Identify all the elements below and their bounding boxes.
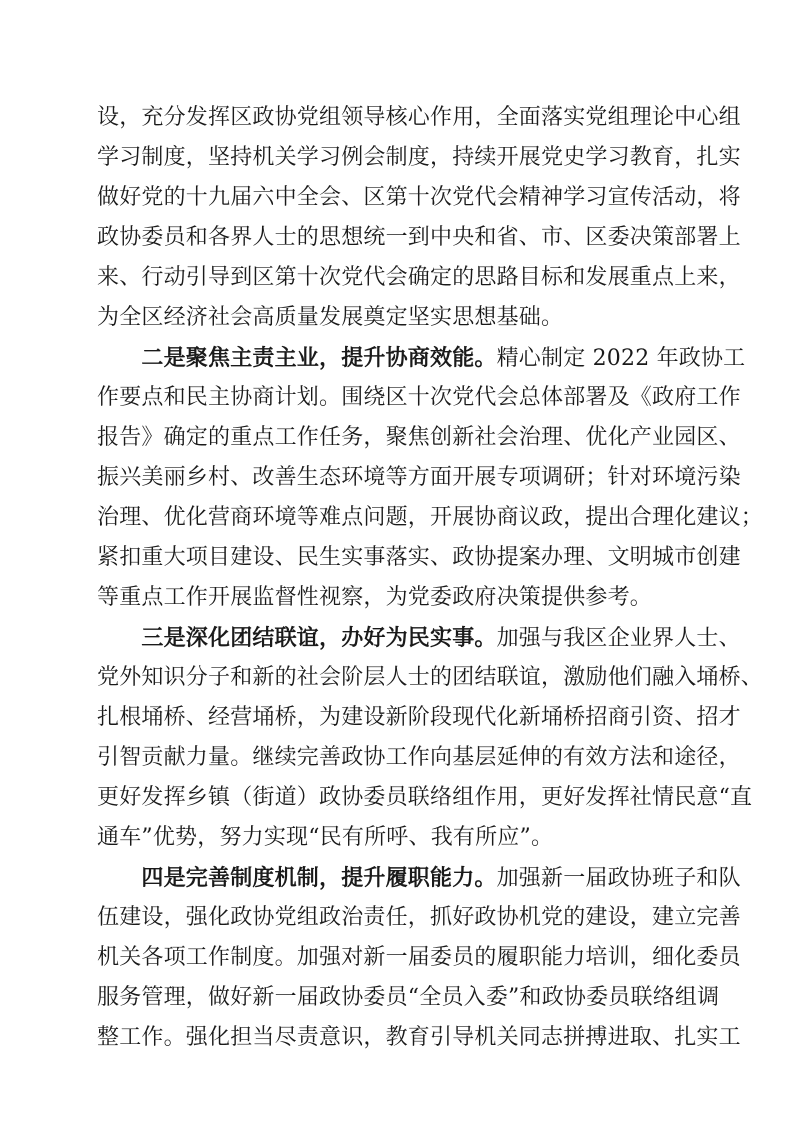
document-body — [97, 98, 764, 1058]
paragraph-heading: 二是聚焦主责主业，提升协商效能。 — [141, 345, 497, 371]
paragraph-line: 伍建设，强化政协党组政治责任，抓好政协机党的建设，建立完善 — [97, 905, 741, 930]
paragraph-line: 做好党的十九届六中全会、区第十次党代会精神学习宣传活动，将 — [97, 185, 741, 210]
paragraph-line: 设，充分发挥区政协党组领导核心作用，全面落实党组理论中心组 — [97, 105, 741, 130]
paragraph-line: 政协委员和各界人士的思想统一到中央和省、市、区委决策部署上 — [97, 225, 741, 250]
paragraph-line: 机关各项工作制度。加强对新一届委员的履职能力培训，细化委员 — [97, 945, 741, 970]
paragraph-line: 引智贡献力量。继续完善政协工作向基层延伸的有效方法和途径， — [97, 745, 741, 770]
paragraph-line: 服务管理，做好新一届政协委员“全员入委”和政协委员联络组调 — [97, 985, 720, 1010]
paragraph-line: 来、行动引导到区第十次党代会确定的思路目标和发展重点上来， — [97, 265, 741, 290]
paragraph-text: 精心制定 2022 年政协工 — [496, 346, 746, 371]
paragraph-heading: 三是深化团结联谊，办好为民实事。 — [141, 625, 497, 651]
paragraph-line: 为全区经济社会高质量发展奠定坚实思想基础。 — [97, 305, 564, 330]
paragraph-line: 等重点工作开展监督性视察，为党委政府决策提供参考。 — [97, 585, 653, 610]
paragraph-line: 更好发挥乡镇（街道）政协委员联络组作用，更好发挥社情民意“直 — [97, 785, 753, 810]
paragraph-text: 加强新一届政协班子和队 — [496, 866, 741, 891]
paragraph-line: 整工作。强化担当尽责意识，教育引导机关同志拼搏进取、扎实工 — [97, 1025, 741, 1050]
paragraph-line: 振兴美丽乡村、改善生态环境等方面开展专项调研；针对环境污染 — [97, 465, 741, 490]
paragraph-line: 作要点和民主协商计划。围绕区十次党代会总体部署及《政府工作 — [97, 385, 741, 410]
paragraph-first-line — [97, 338, 746, 378]
paragraph-3 — [97, 618, 764, 858]
paragraph-line: 党外知识分子和新的社会阶层人士的团结联谊，激励他们融入埇桥、 — [97, 665, 764, 690]
paragraph-line: 紧扣重大项目建设、民生实事落实、政协提案办理、文明城市创建 — [97, 545, 741, 570]
paragraph-first-line — [97, 858, 741, 898]
paragraph-line: 报告》确定的重点工作任务，聚焦创新社会治理、优化产业园区、 — [97, 425, 741, 450]
paragraph-line: 治理、优化营商环境等难点问题，开展协商议政，提出合理化建议； — [97, 505, 764, 530]
paragraph-1 — [97, 98, 741, 338]
paragraph-line: 扎根埇桥、经营埇桥，为建设新阶段现代化新埇桥招商引资、招才 — [97, 705, 741, 730]
paragraph-text: 加强与我区企业界人士、 — [496, 626, 741, 651]
paragraph-line: 通车”优势，努力实现“民有所呼、我有所应”。 — [97, 825, 554, 850]
paragraph-4 — [97, 858, 741, 1058]
paragraph-first-line — [97, 618, 741, 658]
paragraph-line: 学习制度，坚持机关学习例会制度，持续开展党史学习教育，扎实 — [97, 145, 741, 170]
paragraph-2 — [97, 338, 764, 618]
paragraph-heading: 四是完善制度机制，提升履职能力。 — [141, 865, 497, 891]
